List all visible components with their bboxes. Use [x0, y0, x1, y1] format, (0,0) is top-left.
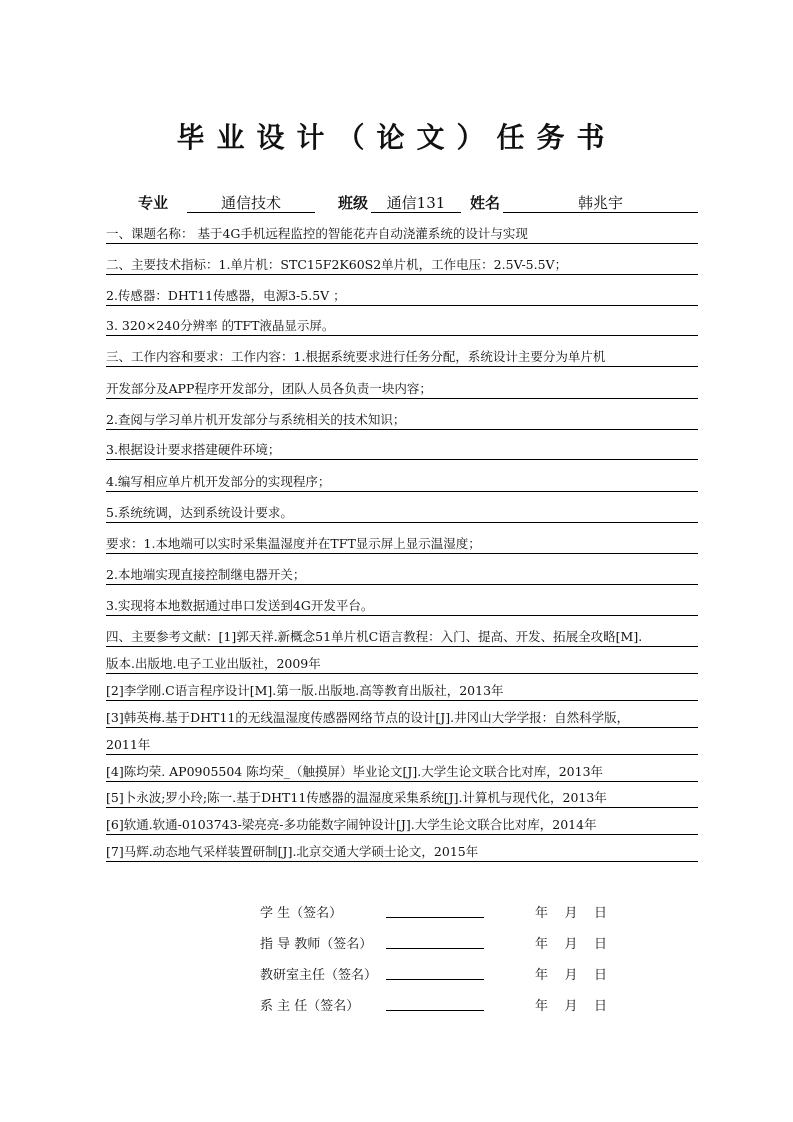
- signature-section-head: [260, 964, 608, 983]
- signature-student: [260, 902, 608, 921]
- line-work-5: 5.系统统调，达到系统设计要求。: [106, 505, 698, 523]
- signature-blank[interactable]: [386, 948, 484, 949]
- line-work-4: 4.编写相应单片机开发部分的实现程序；: [106, 474, 698, 492]
- line-ref-3-cont: 2011年: [106, 737, 698, 755]
- line-work-content: 三、工作内容和要求：工作内容：1.根据系统要求进行任务分配，系统设计主要分为单片机: [106, 349, 698, 367]
- class-label: 班级: [338, 194, 369, 212]
- line-work-2: 2.查阅与学习单片机开发部分与系统相关的技术知识；: [106, 412, 698, 430]
- signature-blank[interactable]: [386, 1010, 484, 1011]
- line-work-content-cont: 开发部分及APP程序开发部分，团队人员各负责一块内容；: [106, 381, 698, 399]
- signature-label: 指 导 教师（签名）: [260, 937, 373, 952]
- signature-dept-head: [260, 995, 608, 1014]
- signature-date: 年 月 日: [535, 906, 608, 921]
- line-ref-2: [2]李学刚.C语言程序设计[M].第一版.出版地.高等教育出版社，2013年: [106, 683, 698, 701]
- name-value: 韩兆宇: [503, 192, 698, 213]
- line-req-2: 2.本地端实现直接控制继电器开关；: [106, 567, 698, 585]
- line-ref-6: [6]软通.软通-0103743-梁亮亮-多功能数字闹钟设计[J].大学生论文联合比对库，2014年: [106, 817, 698, 835]
- signature-date: 年 月 日: [535, 968, 608, 983]
- line-display: 3. 320×240分辨率 的TFT液晶显示屏。: [106, 318, 698, 336]
- line-req-1: 要求：1.本地端可以实时采集温湿度并在TFT显示屏上显示温湿度；: [106, 536, 698, 554]
- line-ref-3: [3]韩英梅.基于DHT11的无线温湿度传感器网络节点的设计[J].井冈山大学学报：自然科学版，: [106, 710, 698, 728]
- signature-date: 年 月 日: [535, 937, 608, 952]
- signature-advisor: [260, 933, 608, 952]
- line-work-3: 3.根据设计要求搭建硬件环境；: [106, 442, 698, 460]
- major-value: 通信技术: [187, 192, 315, 213]
- line-sensor: 2.传感器：DHT11传感器，电源3-5.5V ；: [106, 288, 698, 306]
- line-ref-4: [4]陈均荣. AP0905504 陈均荣_（触摸屏）毕业论文[J].大学生论文联合比对库，2013年: [106, 764, 698, 782]
- line-ref-1: 四、主要参考文献：[1]郭天祥.新概念51单片机C语言教程：入门、提高、开发、拓展全攻略[M].: [106, 629, 698, 647]
- signature-blank[interactable]: [386, 979, 484, 980]
- line-ref-5: [5]卜永波;罗小玲;陈一.基于DHT11传感器的温湿度采集系统[J].计算机与现代化，2013年: [106, 790, 698, 808]
- signature-date: 年 月 日: [535, 999, 608, 1014]
- document-title: 毕业设计（论文）任务书: [176, 121, 617, 154]
- signature-label: 学 生（签名）: [260, 906, 343, 921]
- signature-label: 系 主 任（签名）: [260, 999, 360, 1014]
- major-label: 专业: [138, 194, 169, 212]
- line-ref-7: [7]马辉.动态地气采样装置研制[J].北京交通大学硕士论文，2015年: [106, 844, 698, 862]
- line-ref-1-cont: 版本.出版地.电子工业出版社，2009年: [106, 656, 698, 674]
- signature-label: 教研室主任（签名）: [260, 968, 378, 983]
- class-value: 通信131: [371, 192, 461, 213]
- line-topic: 一、课题名称： 基于4G手机远程监控的智能花卉自动浇灌系统的设计与实现: [106, 226, 698, 244]
- line-req-3: 3.实现将本地数据通过串口发送到4G开发平台。: [106, 598, 698, 616]
- name-label: 姓名: [470, 194, 501, 212]
- signature-blank[interactable]: [386, 917, 484, 918]
- line-tech-spec: 二、主要技术指标：1.单片机：STC15F2K60S2单片机，工作电压：2.5V-5.5V；: [106, 257, 698, 275]
